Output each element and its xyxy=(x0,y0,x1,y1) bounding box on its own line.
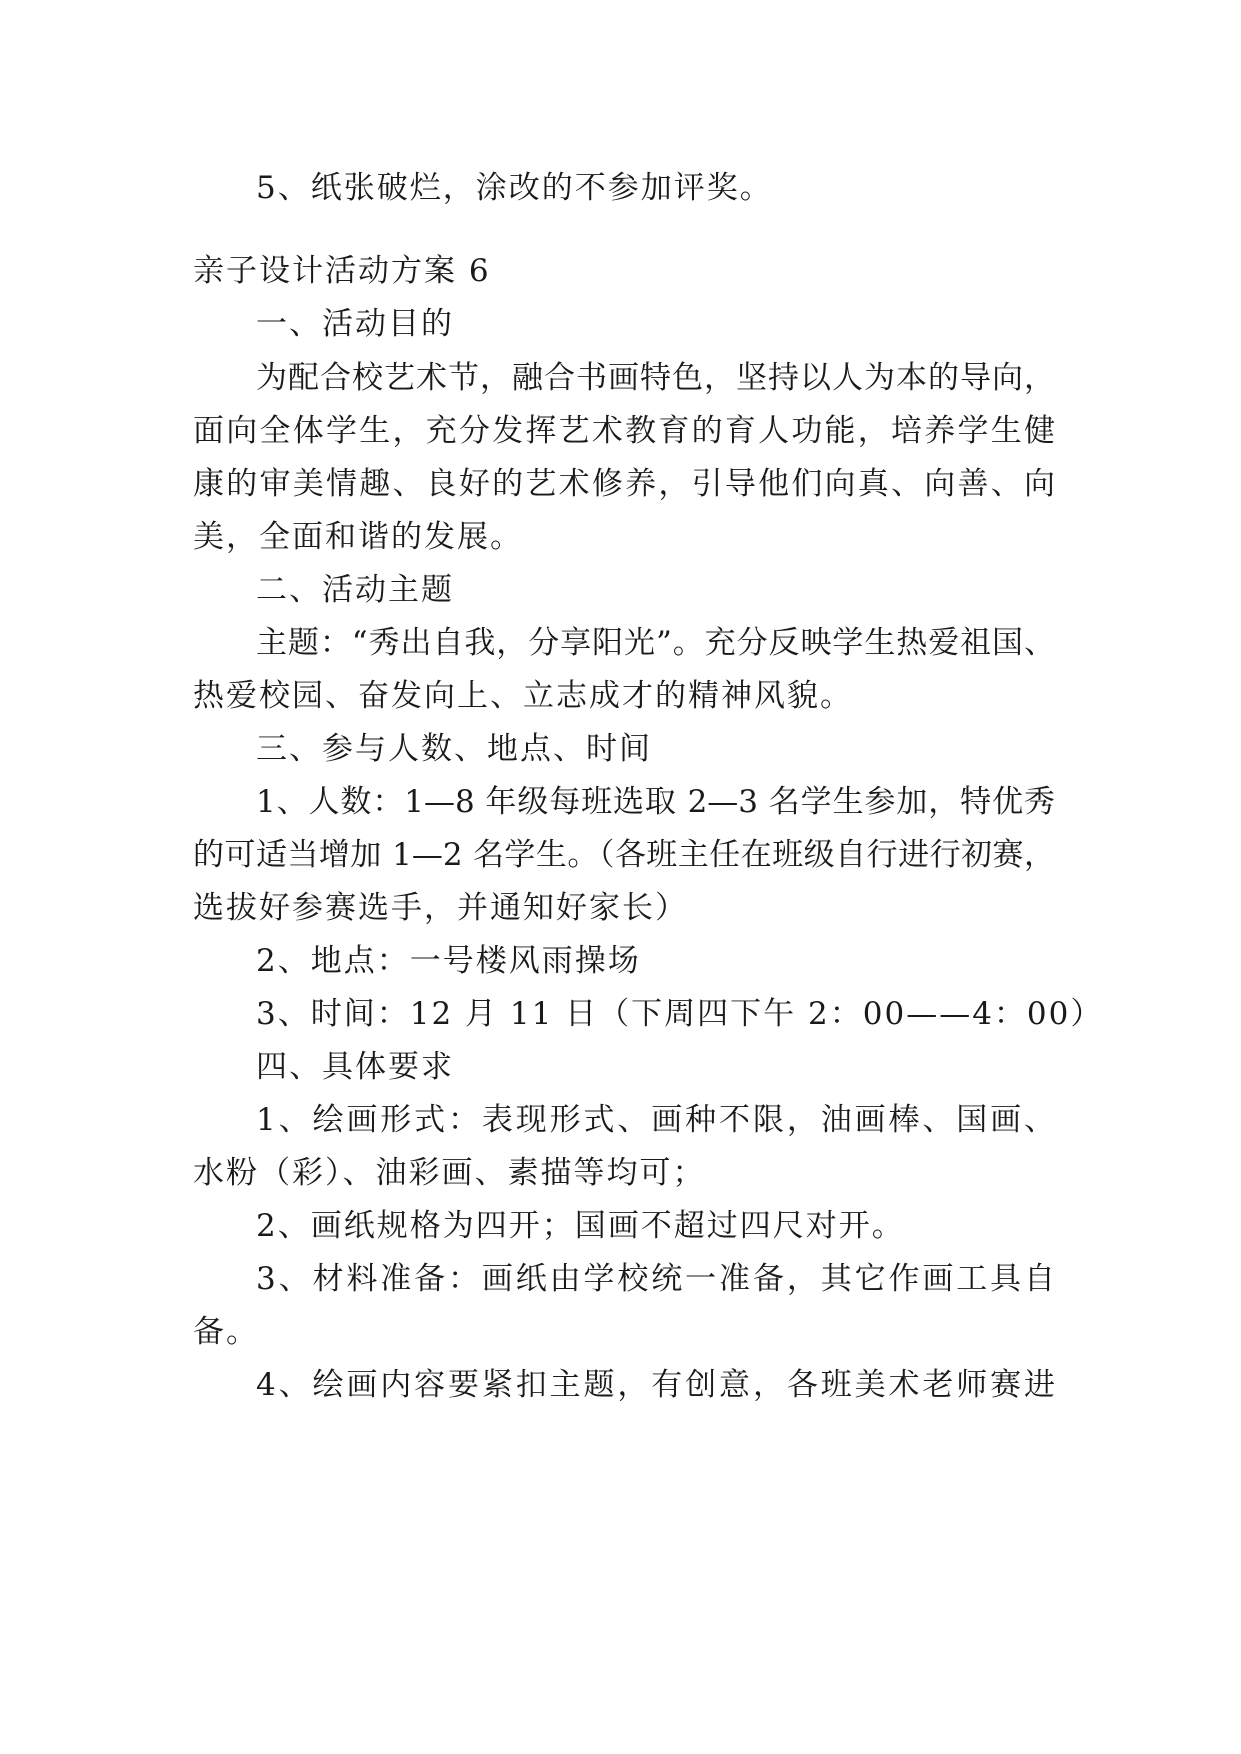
paragraph-line: 3、材料准备：画纸由学校统一准备，其它作画工具自 xyxy=(256,1261,1055,1297)
paragraph-line: 选拔好参赛选手，并通知好家长） xyxy=(193,890,688,926)
paragraph-line: 1、人数：1—8 年级每班选取 2—3 名学生参加，特优秀 xyxy=(256,784,1055,820)
paragraph-line: 面向全体学生，充分发挥艺术教育的育人功能，培养学生健 xyxy=(193,413,1055,449)
paragraph-line: 水粉（彩）、油彩画、素描等均可； xyxy=(193,1155,706,1191)
heading-activity-theme: 二、活动主题 xyxy=(256,572,454,608)
paragraph-line: 备。 xyxy=(193,1314,259,1350)
paragraph-line: 1、绘画形式：表现形式、画种不限，油画棒、国画、 xyxy=(256,1102,1055,1138)
section-title: 亲子设计活动方案 6 xyxy=(193,253,491,289)
paragraph-line: 的可适当增加 1—2 名学生。（各班主任在班级自行进行初赛， xyxy=(193,837,1055,873)
paragraph-line: 主题：“秀出自我，分享阳光”。充分反映学生热爱祖国、 xyxy=(256,625,1055,661)
paragraph-line: 美，全面和谐的发展。 xyxy=(193,519,523,555)
rule-item-5: 5、纸张破烂，涂改的不参加评奖。 xyxy=(256,170,773,206)
paragraph-line: 2、地点：一号楼风雨操场 xyxy=(256,943,641,979)
paragraph-line: 3、时间：12 月 11 日（下周四下午 2：00——4：00） xyxy=(256,996,1104,1032)
heading-specific-requirements: 四、具体要求 xyxy=(256,1049,454,1085)
paragraph-line: 2、画纸规格为四开；国画不超过四尺对开。 xyxy=(256,1208,905,1244)
paragraph-line: 为配合校艺术节，融合书画特色，坚持以人为本的导向， xyxy=(256,360,1055,396)
heading-participants-location-time: 三、参与人数、地点、时间 xyxy=(256,731,652,767)
paragraph-line: 4、绘画内容要紧扣主题，有创意，各班美术老师赛进 xyxy=(256,1367,1055,1403)
paragraph-line: 热爱校园、奋发向上、立志成才的精神风貌。 xyxy=(193,678,853,714)
paragraph-line: 康的审美情趣、良好的艺术修养，引导他们向真、向善、向 xyxy=(193,466,1055,502)
heading-activity-purpose: 一、活动目的 xyxy=(256,306,454,342)
